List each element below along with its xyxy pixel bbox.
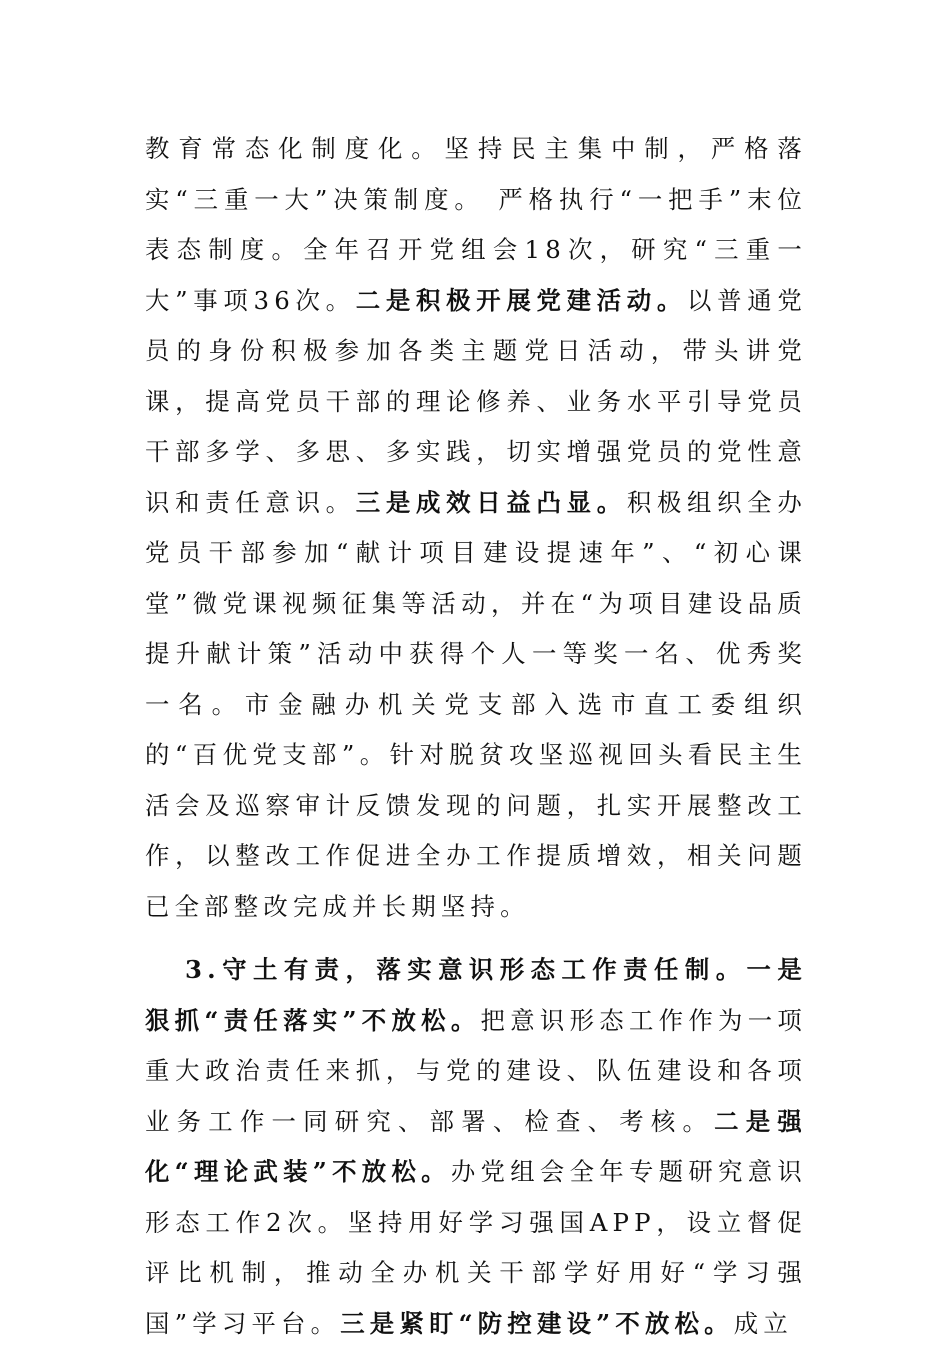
bold-heading-run: 二是强化“理论武装”不放松。 — [145, 1106, 807, 1186]
text-run: ，设立督促评比机制，推动全办机关干部学好用好“学习强国”学习平台。 — [145, 1207, 807, 1338]
text-run: 办党组会全年专题研究意识形态工作 — [145, 1157, 807, 1237]
bold-heading-run: 3.守土有责，落实意识形态工作责任制。一是狠抓“责任落实”不放松。 — [145, 955, 807, 1035]
document-body — [145, 124, 807, 1349]
paragraph-party-building — [145, 124, 807, 932]
text-run: 成立 — [733, 1308, 793, 1338]
text-run: 36 — [253, 285, 295, 315]
text-run: 2 — [265, 1207, 287, 1237]
text-run: 教育常态化制度化。坚持民主集中制，严格落实“三重一大”决策制度。 严格执行“一把手”末位表态制度。全年召开党组会 — [145, 134, 807, 264]
text-run: 积极组织全办党员干部参加“献计项目建设提速年”、“初心课堂”微党课视频征集等活动，并在“为项目建设品质提升献计策”活动中获得个人一等奖一名、优秀奖一名。市金融办机关党支部入选市直工委组织的“百优党支部”。针对脱贫攻坚巡视回头看民主生活会及巡察审计反馈发现的问题，扎实开展整改工作，以整改工作促进全办工作提质增效，相关问题已全部整改完成并长期坚持。 — [145, 487, 807, 921]
text-run: 18 — [524, 235, 566, 264]
text-run: APP — [589, 1207, 656, 1237]
text-run: 次，研究“三重一大”事项 — [145, 235, 807, 315]
text-run: 次。 — [294, 285, 356, 315]
text-run: 以普通党员的身份积极参加各类主题党日活动，带头讲党课，提高党员干部的理论修养、业务水平引导党员干部多学、多思、多实践，切实增强党员的党性意识和责任意识。 — [145, 285, 807, 517]
text-run: 把意识形态工作作为一项重大政治责任来抓，与党的建设、队伍建设和各项业务工作一同研究、部署、检查、考核。 — [145, 1005, 807, 1136]
bold-heading-run: 三是成效日益凸显。 — [355, 487, 627, 517]
text-run: 次。坚持用好学习强国 — [286, 1207, 590, 1237]
bold-heading-run: 三是紧盯“防控建设”不放松。 — [340, 1308, 734, 1338]
bold-heading-run: 二是积极开展党建活动。 — [355, 285, 688, 315]
paragraph-ideology-responsibility — [145, 945, 807, 1349]
